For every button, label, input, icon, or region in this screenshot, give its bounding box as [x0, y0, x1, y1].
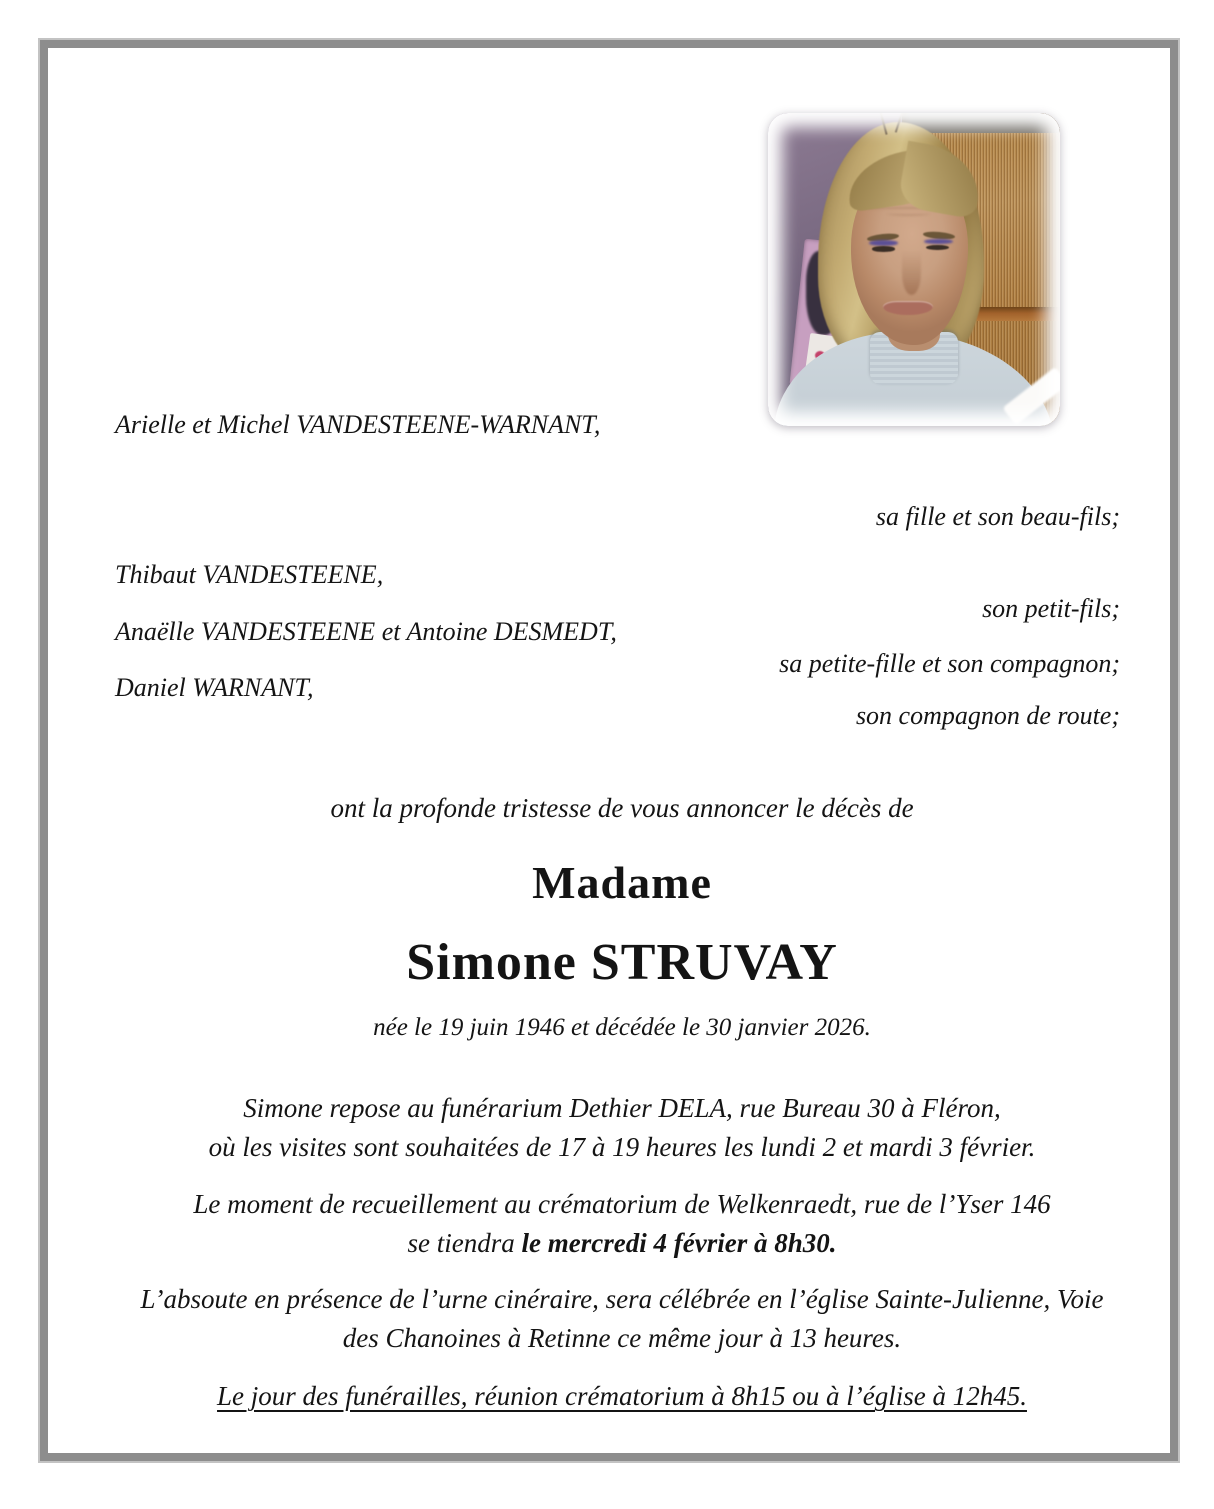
cremation-line-2-normal: se tiendra: [407, 1228, 522, 1258]
photo-eye: [872, 246, 895, 251]
announcer-name-3: Anaëlle VANDESTEENE et Antoine DESMEDT,: [115, 617, 617, 646]
repose-line-1: Simone repose au funérarium Dethier DELA, rue Bureau 30 à Fléron,: [243, 1093, 1001, 1123]
repose-paragraph: [30, 1089, 1214, 1167]
deceased-dates: née le 19 juin 1946 et décédée le 30 janvier 2026.: [373, 1014, 871, 1041]
repose-line-2: où les visites sont souhaitées de 17 à 19 heures les lundi 2 et mardi 3 février.: [208, 1132, 1036, 1162]
deceased-name: Simone STRUVAY: [406, 934, 838, 991]
announcer-name-2: Thibaut VANDESTEENE,: [115, 560, 384, 589]
portrait-photo-inner: [768, 113, 1060, 426]
announcer-name-4: Daniel WARNANT,: [115, 673, 314, 702]
deceased-title: Madame: [532, 857, 712, 908]
announcer-name-1: Arielle et Michel VANDESTEENE-WARNANT,: [115, 410, 601, 439]
photo-eyeshadow: [869, 240, 898, 246]
cremation-line-1: Le moment de recueillement au crématorium de Welkenraedt, rue de l’Yser 146: [193, 1189, 1051, 1219]
cremation-line-2-bold: le mercredi 4 février à 8h30.: [521, 1228, 837, 1258]
funeral-meeting-text: Le jour des funérailles, réunion crématorium à 8h15 ou à l’église à 12h45.: [217, 1381, 1027, 1411]
announcer-relation-3: sa petite-fille et son compagnon;: [779, 649, 1120, 678]
cremation-paragraph: [30, 1185, 1214, 1263]
absoute-paragraph: [30, 1280, 1214, 1358]
photo-nose-shadow: [902, 251, 921, 295]
absoute-line-2: des Chanoines à Retinne ce même jour à 13 heures.: [342, 1323, 902, 1353]
announcer-relation-4: son compagnon de route;: [855, 701, 1120, 730]
portrait-photo: [768, 113, 1060, 426]
announcer-relation-2: son petit-fils;: [982, 594, 1120, 623]
announcement-line: ont la profonde tristesse de vous annoncer le décès de: [330, 793, 914, 823]
absoute-line-1: L’absoute en présence de l’urne cinéraire, sera célébrée en l’église Sainte-Julienne, Voie: [140, 1284, 1104, 1314]
announcer-relation-1: sa fille et son beau-fils;: [875, 502, 1120, 531]
funeral-meeting-line: [30, 1377, 1214, 1416]
